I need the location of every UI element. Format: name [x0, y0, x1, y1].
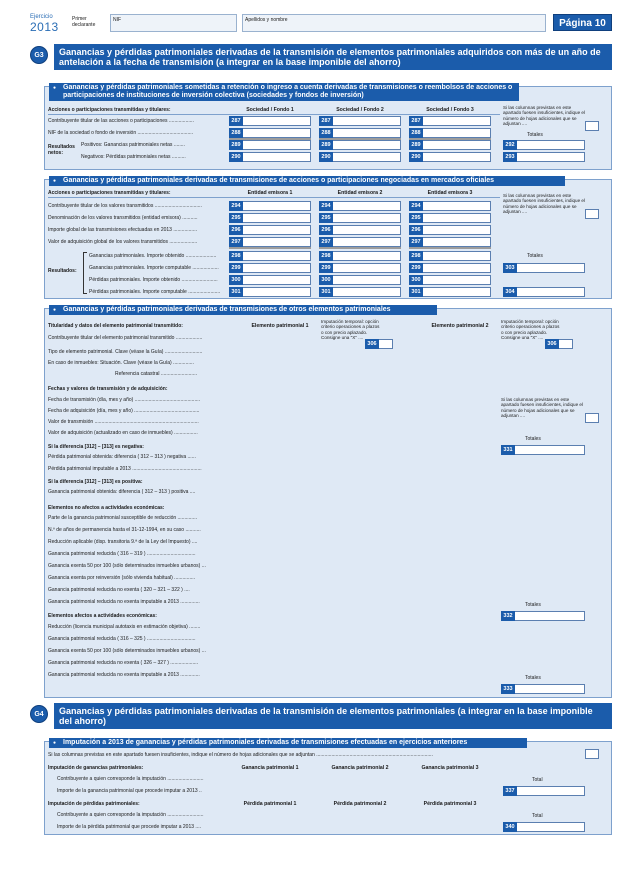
separator-shade: [229, 247, 311, 249]
s2-brace: [83, 252, 87, 294]
s3-r324-label: Ganancia patrimonial reducida no exenta imputable a 2013 ..............: [48, 599, 200, 605]
s3-hojas-box[interactable]: [585, 413, 599, 423]
box-303[interactable]: 303: [503, 263, 585, 273]
s4-hp: Imputación de pérdidas patrimoniales:: [48, 801, 140, 807]
g3-title: Ganancias y pérdidas patrimoniales derivadas de la transmisión de elementos patrimoniales adquiridos con más de un año de antelación a la fecha de transmisión (a integrar en la base imponible del ahorro): [54, 44, 612, 70]
box-r5-c1[interactable]: 298: [229, 251, 311, 261]
section-imputacion: [44, 741, 612, 835]
box-304[interactable]: 304: [503, 287, 585, 297]
s2-col-3: Entidad emisora 3: [427, 190, 473, 196]
s3-r305-label: Contribuyente titular del elemento patrimonial transmitido ...................: [48, 335, 203, 341]
box-r1-c3[interactable]: 294: [409, 201, 491, 211]
declarante-label: Primer declarante: [72, 16, 96, 28]
box-306-c2[interactable]: 306: [545, 339, 573, 349]
s3-h5-label: Elementos no afectos a actividades económicas:: [48, 505, 165, 511]
s3-r321-label: Ganancia exenta 50 por 100 (sólo determinados inmuebles urbanos) ...: [48, 563, 206, 569]
section-otros-title: ● Ganancias y pérdidas patrimoniales derivadas de transmisiones de otros elementos patrimoniales: [49, 305, 437, 315]
box-331[interactable]: 331: [501, 445, 585, 455]
s2-r6-label: Ganancias patrimoniales. Importe computable ...................: [89, 265, 219, 271]
box-r6-c2[interactable]: 299: [319, 263, 401, 273]
s2-hojas-box[interactable]: [585, 209, 599, 219]
box-r1-c2[interactable]: 294: [319, 201, 401, 211]
nif-field[interactable]: [110, 14, 237, 32]
s3-r311-label: Fecha de adquisición (día, mes y año) ...............................................: [48, 408, 200, 414]
box-290-c2[interactable]: 290: [319, 152, 401, 162]
s4-total-g: Total: [532, 777, 543, 783]
s2-resultados: Resultados:: [48, 268, 77, 274]
g4-title: Ganancias y pérdidas patrimoniales derivadas de la transmisión de elementos patrimoniales (a integrar en la base imponible del ahorro): [54, 703, 612, 729]
box-r8-c2[interactable]: 301: [319, 287, 401, 297]
s3-totales-2: Totales: [525, 602, 541, 608]
s2-r2-label: Denominación de los valores transmitidos (entidad emisora) ...........: [48, 215, 198, 221]
s3-r320-label: Ganancia patrimonial reducida ( 316 – 319 ) ...................................: [48, 551, 196, 557]
box-r8-c3[interactable]: 301: [409, 287, 491, 297]
s3-totales-3: Totales: [525, 675, 541, 681]
s1-col-2: Sociedad / Fondo 2: [336, 107, 384, 113]
s1-neg-label: Negativos: Pérdidas patrimoniales netas ..........: [81, 154, 186, 160]
s3-r310-label: Fecha de transmisión (día, mes y año) ...............................................: [48, 397, 200, 403]
ejercicio-label: Ejercicio: [30, 14, 53, 20]
s3-r322-label: Ganancia exenta por reinversión (sólo vivienda habitual) ...............: [48, 575, 196, 581]
page-number-badge: Página 10: [553, 14, 612, 31]
s4-g2-label: Importe de la ganancia patrimonial que procede imputar a 2013 ..: [57, 788, 202, 794]
box-r7-c3[interactable]: 300: [409, 275, 491, 285]
s1-col-1: Sociedad / Fondo 1: [246, 107, 294, 113]
box-r1-c1[interactable]: 294: [229, 201, 311, 211]
s3-r328-label: Ganancia patrimonial reducida no exenta ( 326 – 327 ) ....................: [48, 660, 199, 666]
page-header: [30, 14, 612, 38]
s2-totales: Totales: [527, 253, 543, 259]
box-288-c1[interactable]: 288: [229, 128, 311, 138]
box-333[interactable]: 333: [501, 684, 585, 694]
s4-hojas-box[interactable]: [585, 749, 599, 759]
s2-rule: [48, 197, 500, 198]
s2-col-1: Entidad emisora 1: [247, 190, 293, 196]
box-290-c3[interactable]: 290: [409, 152, 491, 162]
box-293[interactable]: 293: [503, 152, 585, 162]
s4-p2-label: Importe de la pérdida patrimonial que procede imputar a 2013 ....: [57, 824, 201, 830]
s4-g1-label: Contribuyente a quien corresponde la imputación ..........................: [57, 776, 204, 782]
s4-total-p: Total: [532, 813, 543, 819]
s3-r317-label: Parte de la ganancia patrimonial susceptible de reducción ..............: [48, 515, 197, 521]
s3-r326-label: Ganancia patrimonial reducida ( 316 – 325 ) ...................................: [48, 636, 196, 642]
box-288-c3[interactable]: 288: [409, 128, 491, 138]
s3-h4-label: Si la diferencia [312] – [313] es positiva:: [48, 479, 143, 485]
s1-col-3: Sociedad / Fondo 3: [426, 107, 474, 113]
box-r7-c2[interactable]: 300: [319, 275, 401, 285]
box-290-c1[interactable]: 290: [229, 152, 311, 162]
s3-h1: Titularidad y datos del elemento patrimonial transmitido:: [48, 323, 183, 329]
s2-r4-label: Valor de adquisición global de los valores transmitidos ....................: [48, 239, 198, 245]
box-287-c2[interactable]: 287: [319, 116, 401, 126]
box-292[interactable]: 292: [503, 140, 585, 150]
s3-note: Si las columnas previstas en este apartado fuesen insuficientes, indique el número de hojas adicionales que se adjuntan ....: [501, 397, 583, 419]
section-mercados: [44, 179, 612, 299]
g3-badge: G3: [30, 46, 48, 64]
s3-imput-1: Imputación temporal: opción criterio operaciones a plazos o con precio aplazado. Consigne una "X" ....: [321, 319, 380, 341]
s3-imput-2: Imputación temporal: opción criterio operaciones a plazos o con precio aplazado. Consigne una "X" ....: [501, 319, 560, 341]
s4-pcol-2: Pérdida patrimonial 2: [333, 801, 387, 807]
section-imputacion-title: ● Imputación a 2013 de ganancias y pérdidas patrimoniales derivadas de transmisiones efectuadas en ejercicios anteriores: [49, 738, 527, 748]
box-287-c3[interactable]: 287: [409, 116, 491, 126]
box-337[interactable]: 337: [503, 786, 585, 796]
s4-hg: Imputación de ganancias patrimoniales:: [48, 765, 144, 771]
s4-p1-label: Contribuyente a quien corresponde la imputación ..........................: [57, 812, 204, 818]
box-r3-c2[interactable]: 296: [319, 225, 401, 235]
box-r4-c1[interactable]: 297: [229, 237, 311, 247]
section-iic-title: ● Ganancias y pérdidas patrimoniales sometidas a retención o ingreso a cuenta derivadas de transmisiones o reembolsos de acciones o participaciones de instituciones de inversión colectiva (sociedades y fondos de inversión): [49, 83, 519, 101]
s4-gcol-2: Ganancia patrimonial 2: [331, 765, 389, 771]
apellidos-label: Apellidos y nombre: [245, 17, 288, 23]
box-r2-c3[interactable]: 295: [409, 213, 491, 223]
s2-col-2: Entidad emisora 2: [337, 190, 383, 196]
s2-note: Si las columnas previstas en este apartado fuesen insuficientes, indique el número de hojas adicionales que se adjuntan ....: [503, 193, 585, 215]
box-r6-c1[interactable]: 299: [229, 263, 311, 273]
s4-gcol-1: Ganancia patrimonial 1: [241, 765, 299, 771]
s1-rule: [48, 114, 500, 115]
s2-head: Acciones o participaciones transmitidas y titulares:: [48, 190, 171, 196]
s3-h6-label: Elementos afectos a actividades económicas:: [48, 613, 157, 619]
s1-note: Si las columnas previstas en este apartado fuesen insuficientes, indique el número de hojas adicionales que se adjuntan ....: [503, 105, 585, 127]
box-289-c1[interactable]: 289: [229, 140, 311, 150]
box-287-c1[interactable]: 287: [229, 116, 311, 126]
s3-r323-label: Ganancia patrimonial reducida no exenta ( 320 – 321 – 322 ) ....: [48, 587, 190, 593]
s3-totales-1: Totales: [525, 436, 541, 442]
s1-r1-label: Contribuyente titular de las acciones o participaciones ..................: [48, 118, 194, 124]
s2-r8-label: Pérdidas patrimoniales. Importe computable .......................: [89, 289, 221, 295]
box-r7-c1[interactable]: 300: [229, 275, 311, 285]
g3-header: [30, 44, 612, 70]
box-332[interactable]: 332: [501, 611, 585, 621]
s4-pcol-1: Pérdida patrimonial 1: [243, 801, 297, 807]
s3-r315-label: Pérdida patrimonial imputable a 2013 ..................................................: [48, 466, 202, 472]
s3-r327-label: Ganancia exenta 50 por 100 (sólo determinados inmuebles urbanos) ...: [48, 648, 206, 654]
s3-r329-label: Ganancia patrimonial reducida no exenta imputable a 2013 ..............: [48, 672, 200, 678]
s2-r5-label: Ganancias patrimoniales. Importe obtenido ......................: [89, 253, 217, 259]
box-289-c2[interactable]: 289: [319, 140, 401, 150]
s3-r309-label: Referencia catastral ..........................: [115, 371, 197, 377]
s3-r325-label: Reducción (licencia municipal autotaxis en estimación objetiva) ........: [48, 624, 201, 630]
box-r8-c1[interactable]: 301: [229, 287, 311, 297]
section-mercados-title: ● Ganancias y pérdidas patrimoniales derivadas de transmisiones de acciones o participaciones negociadas en mercados oficiales: [49, 176, 565, 186]
s3-r318-label: N.º de años de permanencia hasta el 31-12-1994, en su caso ...........: [48, 527, 201, 533]
s4-note: Si las columnas previstas en este apartado fuesen insuficientes, indique el número de hojas adicionales que se adjuntan ....................................................................................: [48, 752, 433, 758]
box-288-c2[interactable]: 288: [319, 128, 401, 138]
s1-resultados: Resultados netos:: [48, 144, 75, 156]
s2-r1-label: Contribuyente titular de los valores transmitidos ..................................: [48, 203, 202, 209]
s4-gcol-3: Ganancia patrimonial 3: [421, 765, 479, 771]
nif-label: NIF: [113, 17, 122, 23]
box-r3-c3[interactable]: 296: [409, 225, 491, 235]
s3-r314-label: Pérdida patrimonial obtenida: diferencia ( 312 – 313 ) negativa ......: [48, 454, 196, 460]
box-r4-c2[interactable]: 297: [319, 237, 401, 247]
box-306-c1[interactable]: 306: [365, 339, 393, 349]
s1-r2-label: NIF de la sociedad o fondo de inversión ........................................: [48, 130, 194, 136]
ejercicio-year: 2013: [30, 20, 59, 34]
s1-pos-label: Positivos: Ganancias patrimoniales netas ........: [81, 142, 185, 148]
apellidos-field[interactable]: [242, 14, 546, 32]
s4-pcol-3: Pérdida patrimonial 3: [423, 801, 477, 807]
box-r5-c3[interactable]: 298: [409, 251, 491, 261]
g4-header: [30, 703, 612, 729]
section-iic: [44, 86, 612, 170]
box-r6-c3[interactable]: 299: [409, 263, 491, 273]
s3-r312-label: Valor de transmisión ...........................................................................: [48, 419, 199, 425]
s3-r307-label: Tipo de elemento patrimonial. Clave (véase la Guía) ...........................: [48, 349, 203, 355]
s2-r7-label: Pérdidas patrimoniales. Importe obtenido ..........................: [89, 277, 218, 283]
s2-r3-label: Importe global de las transmisiones efectuadas en 2013 .................: [48, 227, 197, 233]
box-340[interactable]: 340: [503, 822, 585, 832]
s1-totales: Totales: [527, 132, 543, 138]
s3-r319-label: Reducción aplicable (disp. transitoria 9.ª de la Ley del Impuesto) ....: [48, 539, 198, 545]
s3-r316-label: Ganancia patrimonial obtenida: diferencia ( 312 – 313 ) positiva ....: [48, 489, 196, 495]
s3-r313-label: Valor de adquisición (actualizado en caso de inmuebles) .................: [48, 430, 198, 436]
separator-shade: [409, 247, 491, 249]
box-r2-c1[interactable]: 295: [229, 213, 311, 223]
s3-col-2: Elemento patrimonial 2: [431, 323, 489, 329]
s3-h2-label: Fechas y valores de transmisión y de adquisición:: [48, 386, 168, 392]
box-289-c3[interactable]: 289: [409, 140, 491, 150]
g4-badge: G4: [30, 705, 48, 723]
s3-r308-label: En caso de inmuebles: Situación. Clave (véase la Guía) ...............: [48, 360, 194, 366]
box-r4-c3[interactable]: 297: [409, 237, 491, 247]
separator-shade: [319, 247, 401, 249]
section-otros: [44, 308, 612, 698]
s1-hojas-box[interactable]: [585, 121, 599, 131]
s1-head: Acciones o participaciones transmitidas y titulares:: [48, 107, 171, 113]
s3-col-1: Elemento patrimonial 1: [251, 323, 309, 329]
box-r2-c2[interactable]: 295: [319, 213, 401, 223]
box-r3-c1[interactable]: 296: [229, 225, 311, 235]
s3-h3-label: Si la diferencia [312] – [313] es negativa:: [48, 444, 144, 450]
box-r5-c2[interactable]: 298: [319, 251, 401, 261]
